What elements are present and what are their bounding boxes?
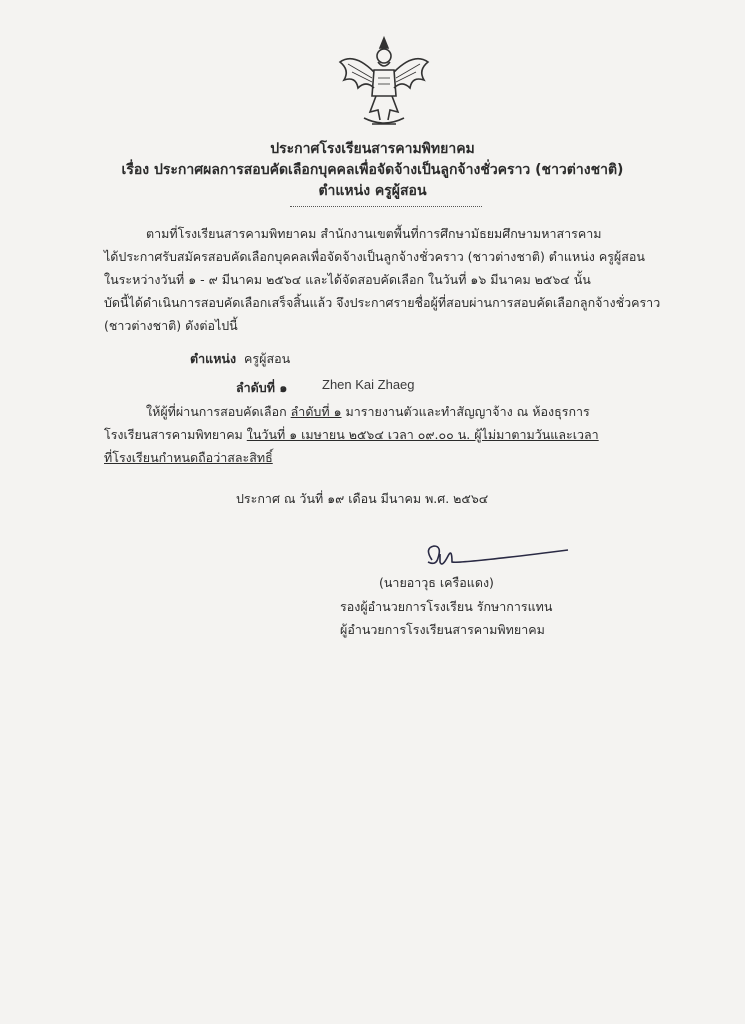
- para2-line-2: [104, 425, 599, 445]
- para2-text: ให้ผู้ที่ผ่านการสอบคัดเลือก: [146, 404, 287, 419]
- position-value: ครูผู้สอน: [244, 351, 291, 366]
- para2-date-underlined: ในวันที่ ๑ เมษายน ๒๕๖๔ เวลา ๐๙.๐๐ น. ผู้ไม่มาตามวันและเวลา: [246, 427, 599, 442]
- garuda-emblem-icon: [334, 32, 434, 132]
- candidate-name: Zhen Kai Zhaeg: [322, 377, 415, 392]
- para2-line-3: ที่โรงเรียนกำหนดถือว่าสละสิทธิ์: [104, 450, 273, 465]
- para2-rank-underlined: ลำดับที่ ๑: [290, 404, 342, 419]
- announcement-subject: เรื่อง ประกาศผลการสอบคัดเลือกบุคคลเพื่อจัดจ้างเป็นลูกจ้างชั่วคราว (ชาวต่างชาติ): [121, 162, 624, 178]
- announcement-title: ประกาศโรงเรียนสารคามพิทยาคม: [270, 141, 475, 157]
- signer-role-2: ผู้อำนวยการโรงเรียนสารคามพิทยาคม: [340, 622, 545, 637]
- signer-role-1: รองผู้อำนวยการโรงเรียน รักษาการแทน: [340, 599, 553, 614]
- rank-row: [236, 378, 287, 398]
- para1-line-5: (ชาวต่างชาติ) ดังต่อไปนี้: [104, 318, 238, 333]
- position-label: ตำแหน่ง: [190, 351, 237, 366]
- position-row: [190, 349, 290, 369]
- para2-line-1: [146, 402, 590, 422]
- para2-school: โรงเรียนสารคามพิทยาคม: [104, 427, 247, 442]
- signer-name: (นายอาวุธ เครือแดง): [379, 575, 494, 590]
- announce-date: ประกาศ ณ วันที่ ๑๙ เดือน มีนาคม พ.ศ. ๒๕๖๔: [236, 491, 489, 506]
- para2-text-2: มารายงานตัวและทำสัญญาจ้าง ณ ห้องธุรการ: [341, 404, 590, 419]
- announcement-position: ตำแหน่ง ครูผู้สอน: [318, 183, 427, 199]
- para1-line-1: ตามที่โรงเรียนสารคามพิทยาคม สำนักงานเขตพื้นที่การศึกษามัธยมศึกษามหาสารคาม: [146, 226, 602, 241]
- para1-line-2: ได้ประกาศรับสมัครสอบคัดเลือกบุคคลเพื่อจัดจ้างเป็นลูกจ้างชั่วคราว (ชาวต่างชาติ) ตำแหน่ง ครูผู้สอน: [104, 249, 645, 264]
- para1-line-4: บัดนี้ได้ดำเนินการสอบคัดเลือกเสร็จสิ้นแล้ว จึงประกาศรายชื่อผู้ที่สอบผ่านการสอบคัดเลือกลูกจ้างชั่วคราว: [104, 295, 661, 310]
- divider: [290, 206, 482, 207]
- rank-label: ลำดับที่ ๑: [236, 380, 288, 395]
- para1-line-3: ในระหว่างวันที่ ๑ - ๙ มีนาคม ๒๕๖๔ และได้จัดสอบคัดเลือก ในวันที่ ๑๖ มีนาคม ๒๕๖๔ นั้น: [104, 272, 591, 287]
